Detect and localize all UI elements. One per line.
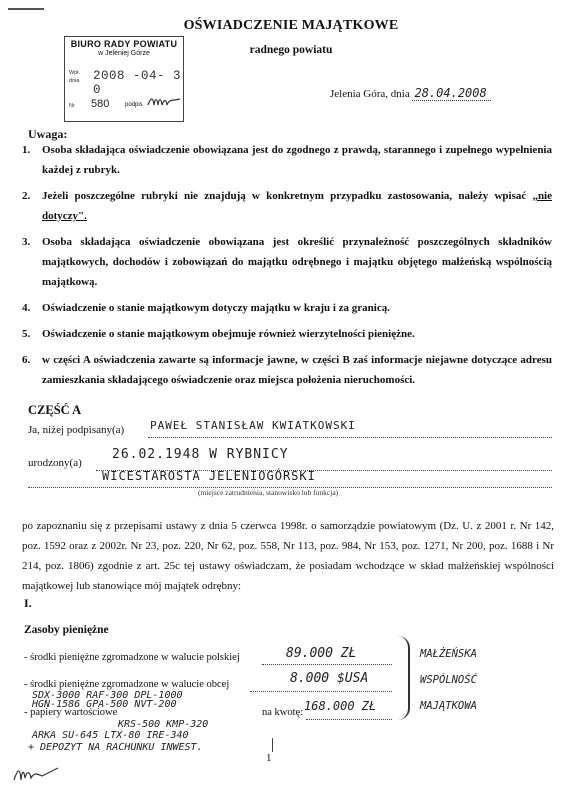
side-note-line: WSPÓLNOŚĆ xyxy=(420,674,477,686)
scan-corner-mark xyxy=(8,8,44,18)
document-subtitle: radnego powiatu xyxy=(249,44,333,56)
handwritten-securities-line: ARKA SU-645 LTX-80 IRE-340 xyxy=(32,730,189,741)
foreign-funds-label: - środki pieniężne zgromadzone w walucie obcej xyxy=(24,679,230,690)
position-value: WICESTAROSTA JELENIOGÓRSKI xyxy=(102,469,316,483)
side-note-line: MAJĄTKOWA xyxy=(420,700,477,712)
pln-funds-value: 89.000 ZŁ xyxy=(286,646,357,661)
stamp-signature xyxy=(147,95,181,112)
position-caption: (miejsce zatrudnienia, stanowisko lub funkcja) xyxy=(198,488,339,497)
handwritten-securities-line: + DEPOZYT NA RACHUNKU INWEST. xyxy=(28,742,203,753)
uwaga-item xyxy=(22,324,552,344)
section-heading: Zasoby pieniężne xyxy=(24,624,109,636)
stamp-number: 580 xyxy=(91,98,110,110)
handwritten-securities-line: KRS-500 KMP-320 xyxy=(118,719,209,730)
uwaga-list xyxy=(22,140,552,396)
section-roman-numeral: I. xyxy=(24,596,32,610)
declarant-name-value: PAWEŁ STANISŁAW KWIATKOWSKI xyxy=(150,419,356,432)
stamp-date: 2008 -04- 3 0 xyxy=(93,69,182,97)
birth-value: 26.02.1948 W RYBNICY xyxy=(112,447,289,462)
declarant-name-label: Ja, niżej podpisany(a) xyxy=(28,424,125,436)
stamp-office-city: w Jeleniej Górze xyxy=(98,50,150,57)
statement-paragraph: po zapoznaniu się z przepisami ustawy z dnia 5 czerwca 1998r. o samorządzie powiatowym (Dz. U. z 2001 r. Nr 142, poz. 1592 oraz z 2002r. Nr 23, poz. 220, Nr 62, poz. 558, Nr 113, poz. 984, Nr 153, poz. 1271, Nr 200, poz. 1688 i Nr 214, poz. 1806) zgodnie z art. 25c tej ustawy oświadczam, że posiadam wchodzące w skład małżeńskiej wspólności majątkowej lub stanowiące mój majątek odrębny: xyxy=(22,520,554,592)
uwaga-item-text: Osoba składająca oświadczenie obowiązana jest do zgodnego z prawdą, starannego i zupełnego wypełnienia każdej z rubryk. xyxy=(42,144,552,176)
place-and-date xyxy=(330,86,491,100)
pln-funds-label: - środki pieniężne zgromadzone w walucie polskiej xyxy=(24,652,240,663)
uwaga-emphasis: „nie dotyczy". xyxy=(42,190,552,222)
securities-value: 168.000 ZŁ xyxy=(304,699,377,713)
foreign-funds-value: 8.000 $USA xyxy=(290,671,369,686)
uwaga-item-number: 2. xyxy=(22,190,31,202)
stamp-office-name: BIURO RADY POWIATU xyxy=(70,39,178,49)
page-number: 1 xyxy=(266,752,272,764)
stamp-podpis-label: podpis xyxy=(125,102,143,108)
stamp-wpl-label: Wpł. xyxy=(69,70,80,76)
uwaga-item-number: 4. xyxy=(22,302,31,314)
pln-funds-dotline xyxy=(262,664,392,665)
registry-stamp xyxy=(64,36,184,122)
uwaga-heading: Uwaga: xyxy=(28,127,68,141)
uwaga-item-number: 5. xyxy=(22,328,31,340)
document-title: OŚWIADCZENIE MAJĄTKOWE xyxy=(183,18,399,33)
uwaga-item xyxy=(22,140,552,180)
stamp-dnia-label: dnia xyxy=(69,78,80,84)
uwaga-item-number: 1. xyxy=(22,144,31,156)
stamp-nr-label: Nr xyxy=(69,103,75,109)
handwritten-date: 28.04.2008 xyxy=(412,86,490,101)
uwaga-item-text: w części A oświadczenia zawarte są informacje jawne, w części B zaś informacje niejawne dotyczące adresu zamieszkania składającego oświadczenie oraz miejsca położenia nieruchomości. xyxy=(42,354,552,386)
side-note-line: MAŁŻEŃSKA xyxy=(420,648,477,660)
handwritten-brace xyxy=(394,636,410,720)
securities-suffix: na kwotę: xyxy=(262,707,304,718)
uwaga-item xyxy=(22,350,552,390)
securities-dotline xyxy=(306,719,392,720)
uwaga-item-number: 3. xyxy=(22,236,31,248)
initials-signature xyxy=(12,760,62,786)
birth-label: urodzony(a) xyxy=(28,457,82,469)
uwaga-item-text: Osoba składająca oświadczenie obowiązana jest określić przynależność poszczególnych składników majątkowych, dochodów i zobowiązań do majątku odrębnego i majątku objętego małżeńską wspólnością majątkową. xyxy=(42,236,552,288)
uwaga-item-text: Oświadczenie o stanie majątkowym obejmuje również wierzytelności pieniężne. xyxy=(42,328,415,340)
part-a-heading: CZĘŚĆ A xyxy=(28,403,82,417)
securities-label: - papiery wartościowe xyxy=(24,707,118,718)
declarant-name-dotline xyxy=(148,437,552,438)
uwaga-item xyxy=(22,298,552,318)
foreign-funds-dotline xyxy=(250,691,392,692)
place-label: Jelenia Góra, dnia xyxy=(330,88,410,100)
uwaga-item xyxy=(22,232,552,292)
uwaga-item-number: 6. xyxy=(22,354,31,366)
handwritten-securities-line: SDX-3000 RAF-300 DPL-1000 xyxy=(32,690,183,701)
handwritten-securities-line: HGN-1586 GPA-500 NVT-200 xyxy=(32,699,177,710)
uwaga-item xyxy=(22,186,552,226)
uwaga-item-text: Jeżeli poszczególne rubryki nie znajdują w konkretnym przypadku zastosowania, należy wpisać xyxy=(42,190,533,202)
margin-tick xyxy=(272,738,273,752)
uwaga-item-text: Oświadczenie o stanie majątkowym dotyczy majątku w kraju i za granicą. xyxy=(42,302,390,314)
